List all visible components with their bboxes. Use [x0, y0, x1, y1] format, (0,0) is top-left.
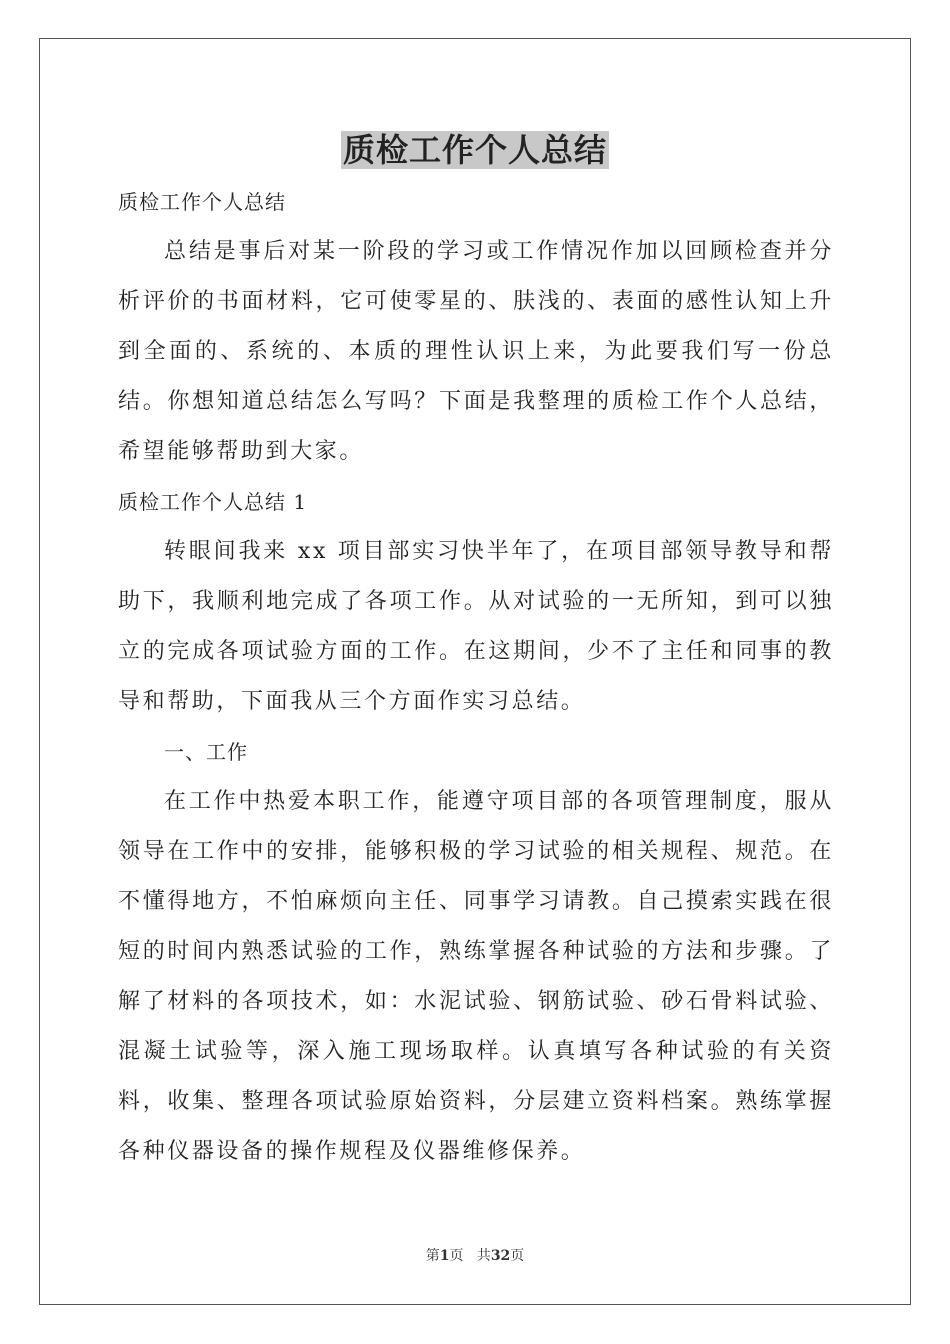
page-footer [0, 1246, 950, 1266]
intro-paragraph: 总结是事后对某一阶段的学习或工作情况作加以回顾检查并分析评价的书面材料，它可使零星的、肤浅的、表面的感性认知上升到全面的、系统的、本质的理性认识上来，为此要我们写一份总结。你想知道总结怎么写吗？下面是我整理的质检工作个人总结，希望能够帮助到大家。 [118, 239, 834, 464]
document-body [118, 177, 834, 1177]
document-title-text: 质检工作个人总结 [342, 131, 607, 169]
footer-mid: 页 共 [449, 1248, 491, 1264]
footer-total-pages: 32 [490, 1248, 511, 1264]
document-subtitle: 质检工作个人总结 [118, 190, 286, 214]
footer-prefix: 第 [425, 1248, 440, 1264]
section-paragraph-1: 转眼间我来 xx 项目部实习快半年了，在项目部领导教导和帮助下，我顺利地完成了各项工作。从对试验的一无所知，到可以独立的完成各项试验方面的工作。在这期间，少不了主任和同事的教导和帮助，下面我从三个方面作实习总结。 [118, 539, 834, 714]
subsection-heading: 一、工作 [164, 740, 248, 764]
document-title [0, 128, 950, 172]
section-paragraph-2: 在工作中热爱本职工作，能遵守项目部的各项管理制度，服从领导在工作中的安排，能够积极的学习试验的相关规程、规范。在不懂得地方，不怕麻烦向主任、同事学习请教。自己摸索实践在很短的时间内熟悉试验的工作，熟练掌握各种试验的方法和步骤。了解了材料的各项技术，如：水泥试验、钢筋试验、砂石骨料试验、混凝土试验等，深入施工现场取样。认真填写各种试验的有关资料，收集、整理各项试验原始资料，分层建立资料档案。熟练掌握各种仪器设备的操作规程及仪器维修保养。 [118, 789, 834, 1164]
section-heading: 质检工作个人总结 1 [118, 490, 308, 514]
footer-suffix: 页 [510, 1248, 525, 1264]
footer-current-page: 1 [439, 1248, 450, 1264]
